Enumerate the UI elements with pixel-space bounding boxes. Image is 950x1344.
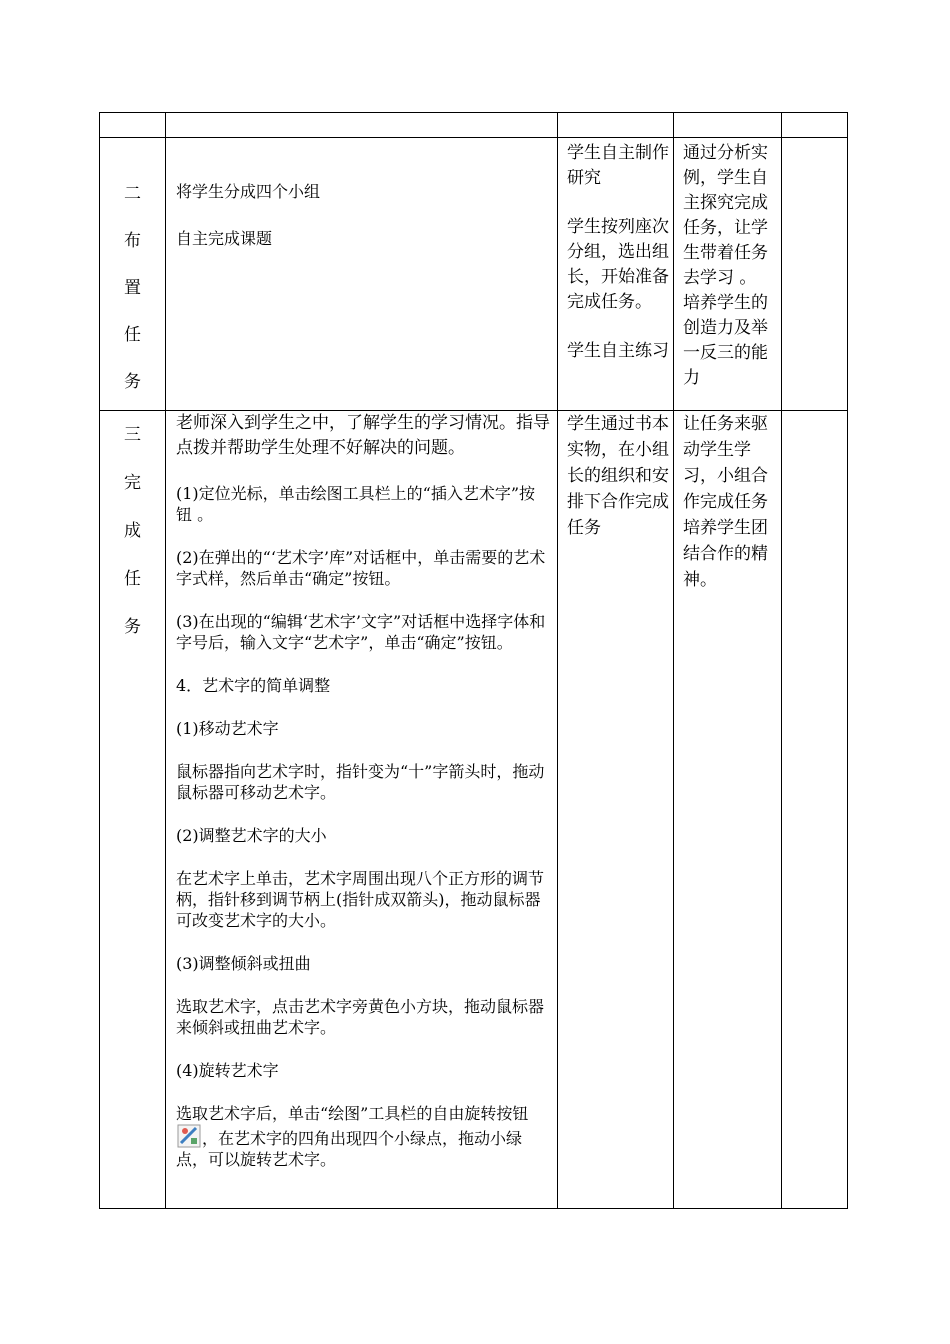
student-line: 学生通过书本实物，在小组长的组织和安排下合作完成任务 [567, 414, 669, 538]
stage-char: 二 [124, 184, 141, 204]
stage-char: 完 [124, 473, 141, 493]
step-text: (2)在弹出的“‘艺术字’库”对话框中，单击需要的艺术字式样，然后单击“确定”按钮。 [176, 548, 546, 588]
teacher-intro: 老师深入到学生之中，了解学生的学习情况。指导点拨并帮助学生处理不好解决的问题。 [176, 413, 550, 458]
student-activity-cell [558, 138, 674, 411]
teacher-line: 自主完成课题 [176, 229, 273, 248]
stage-char: 置 [124, 278, 141, 298]
table-row-empty [100, 113, 848, 138]
sub-title: (2)调整艺术字的大小 [176, 826, 327, 845]
step-text: (1)定位光标，单击绘图工具栏上的“插入艺术字”按钮 。 [176, 484, 536, 524]
intent-line: 让任务来驱动学生学习，小组合作完成任务培养学生团结合作的精神。 [683, 414, 768, 590]
empty-cell [100, 113, 166, 138]
free-rotate-icon [177, 1124, 201, 1148]
student-line: 学生自主练习 [567, 341, 669, 361]
sub-body: 在艺术字上单击，艺术字周围出现八个正方形的调节柄，指针移到调节柄上(指针成双箭头)，拖动鼠标器可改变艺术字的大小。 [176, 869, 545, 930]
empty-cell [782, 411, 848, 1209]
teacher-activity-cell [166, 138, 558, 411]
stage-char: 任 [124, 325, 141, 345]
stage-char: 成 [124, 521, 141, 541]
teacher-line: 将学生分成四个小组 [176, 182, 321, 201]
empty-cell [558, 113, 674, 138]
sub-title: (1)移动艺术字 [176, 719, 279, 738]
intent-line: 培养学生的创造力及举一反三的能力 [683, 293, 768, 388]
table-row-assign-task [100, 138, 848, 411]
sub-body-part: ，在艺术字的四角出现四个小绿点，拖动小绿点，可以旋转艺术字。 [176, 1129, 523, 1169]
sub-title: (3)调整倾斜或扭曲 [176, 954, 311, 973]
stage-cell [100, 138, 166, 411]
student-line: 学生按列座次分组，选出组长，开始准备完成任务。 [567, 217, 669, 312]
stage-char: 三 [124, 425, 141, 445]
empty-cell [674, 113, 782, 138]
sub-body [176, 1103, 551, 1170]
sub-title: (4)旋转艺术字 [176, 1061, 279, 1080]
step-text: (3)在出现的“编辑‘艺术字’文字”对话框中选择字体和字号后，输入文字“艺术字”，单击“确定”按钮。 [176, 612, 546, 652]
student-activity-cell [558, 411, 674, 1209]
empty-cell [782, 113, 848, 138]
stage-cell [100, 411, 166, 1209]
table-row-complete-task [100, 411, 848, 1209]
stage-char: 务 [124, 372, 141, 392]
design-intent-cell [674, 411, 782, 1209]
sub-body: 鼠标器指向艺术字时，指针变为“十”字箭头时，拖动鼠标器可移动艺术字。 [176, 762, 545, 802]
stage-char: 布 [124, 231, 141, 251]
empty-cell [782, 138, 848, 411]
intent-line: 通过分析实例，学生自主探究完成任务，让学生带着任务去学习 。 [683, 143, 768, 288]
empty-cell [166, 113, 558, 138]
design-intent-cell [674, 138, 782, 411]
lesson-plan-table [99, 112, 848, 1209]
teacher-activity-cell [166, 411, 558, 1209]
stage-char: 务 [124, 617, 141, 637]
section-title: 4．艺术字的简单调整 [176, 676, 331, 695]
sub-body: 选取艺术字，点击艺术字旁黄色小方块，拖动鼠标器来倾斜或扭曲艺术字。 [176, 997, 545, 1037]
student-line: 学生自主制作研究 [567, 143, 669, 188]
sub-body-part: 选取艺术字后，单击“绘图”工具栏的自由旋转按钮 [176, 1104, 529, 1123]
stage-char: 任 [124, 569, 141, 589]
